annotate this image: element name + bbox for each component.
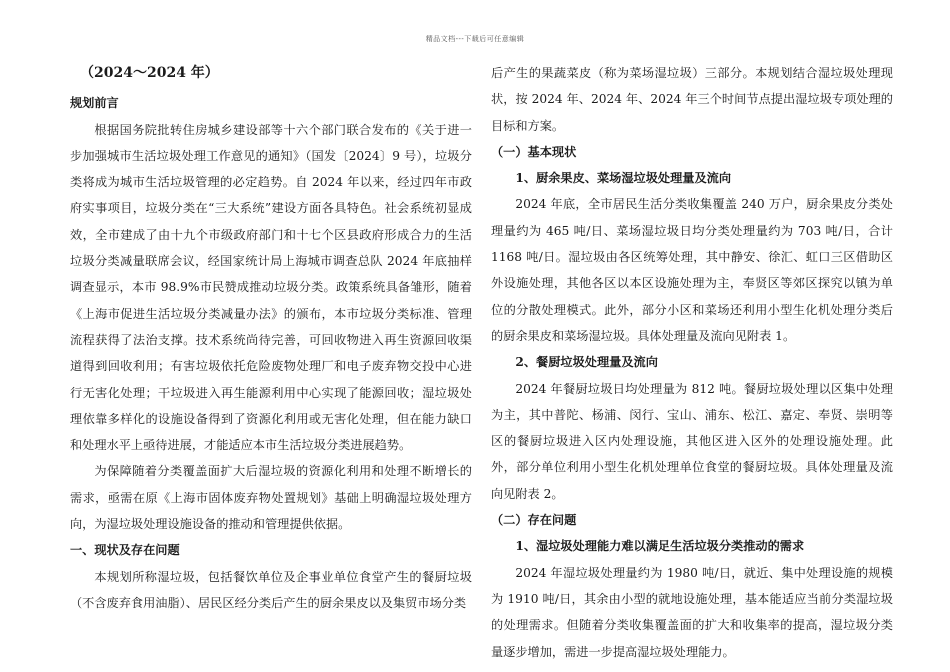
preface-paragraph-2: 为保障随着分类覆盖面扩大后湿垃圾的资源化利用和处理不断增长的需求，亟需在原《上海市固体废弃物处置规划》基础上明确湿垃圾处理方向，为湿垃圾处理设施设备的推动和管理提供依据。 bbox=[70, 464, 472, 532]
subsection-basic-status-heading: （一）基本现状 bbox=[491, 144, 577, 159]
right-column bbox=[491, 60, 893, 665]
food-waste-heading: 2、餐厨垃圾处理量及流向 bbox=[515, 355, 658, 370]
food-waste-paragraph: 2024 年餐厨垃圾日均处理量为 812 吨。餐厨垃圾处理以区集中处理为主，其中普陀、杨浦、闵行、宝山、浦东、松江、嘉定、奉贤、崇明等区的餐厨垃圾进入区内处理设施，其他区进入区外的处理设施处理。此外，部分单位利用小型生化机处理单位食堂的餐厨垃圾。具体处理量及流向见附表 2。 bbox=[491, 381, 893, 501]
section-1-paragraph-1-continued: 后产生的果蔬菜皮（称为菜场湿垃圾）三部分。本规划结合湿垃圾处理现状，按 2024 年、2024 年、2024 年三个时间节点提出湿垃圾专项处理的目标和方案。 bbox=[491, 66, 893, 133]
document-title: （2024～2024 年） bbox=[80, 65, 219, 81]
kitchen-waste-paragraph: 2024 年底，全市居民生活分类收集覆盖 240 万户，厨余果皮分类处理量约为 465 吨/日、菜场湿垃圾日均分类处理量约为 703 吨/日，合计 1168 吨/日。湿垃圾由各区统筹处理，其中静安、徐汇、虹口三区借助区外设施处理，其他各区以本区设施处理为主，奉贤区等郊区探究以镇为单位的分散处理模式。此外，部分小区和菜场还利用小型生化机处理分类后的厨余果皮和菜场湿垃圾。具体处理量及流向见附表 1。 bbox=[491, 197, 893, 343]
capacity-problem-heading: 1、湿垃圾处理能力难以满足生活垃圾分类推动的需求 bbox=[515, 539, 805, 554]
section-1-heading: 一、现状及存在问题 bbox=[70, 543, 180, 558]
kitchen-waste-heading: 1、厨余果皮、菜场湿垃圾处理量及流向 bbox=[515, 171, 732, 186]
preface-heading: 规划前言 bbox=[70, 96, 119, 111]
page-header-note: 精品文档---下载后可任意编辑 bbox=[425, 35, 525, 43]
subsection-problems-heading: （二）存在问题 bbox=[491, 513, 577, 528]
section-1-paragraph-1: 本规划所称湿垃圾，包括餐饮单位及企事业单位食堂产生的餐厨垃圾（不含废弃食用油脂）、居民区经分类后产生的厨余果皮以及集贸市场分类 bbox=[70, 569, 472, 610]
preface-paragraph-1: 根据国务院批转住房城乡建设部等十六个部门联合发布的《关于进一步加强城市生活垃圾处理工作意见的通知》（国发〔2024〕9 号），垃圾分类将成为城市生活垃圾管理的必定趋势。自 2024 年以来，经过四年市政府实事项目，垃圾分类在“三大系统”建设方面各具特色。社会系统初显成效，全市建成了由十九个市级政府部门和十七个区县政府形成合力的生活垃圾分类减量联席会议，经国家统计局上海城市调查总队 2024 年底抽样调查显示，本市 98.9%市民赞成推动垃圾分类。政策系统具备雏形，随着《上海市促进生活垃圾分类减量办法》的颁布，本市垃圾分类标准、管理流程获得了法治支撑。技术系统尚待完善，可回收物进入再生资源回收渠道得到回收利用；有害垃圾依托危险废物处理厂和电子废弃物交投中心进行无害化处理；干垃圾进入再生能源利用中心实现了能源回收；湿垃圾处理依靠多样化的设施设备得到了资源化利用或无害化处理，但在能力缺口和处理水平上亟待进展，才能适应本市生活垃圾分类进展趋势。 bbox=[70, 122, 472, 453]
left-column bbox=[70, 60, 472, 616]
capacity-problem-paragraph: 2024 年湿垃圾处理量约为 1980 吨/日，就近、集中处理设施的规模为 1910 吨/日，其余由小型的就地设施处理，基本能适应当前分类湿垃圾的处理需求。但随着分类收集覆盖面的扩大和收集率的提高，湿垃圾分类量逐步增加，需进一步提高湿垃圾处理能力。 bbox=[491, 565, 893, 659]
